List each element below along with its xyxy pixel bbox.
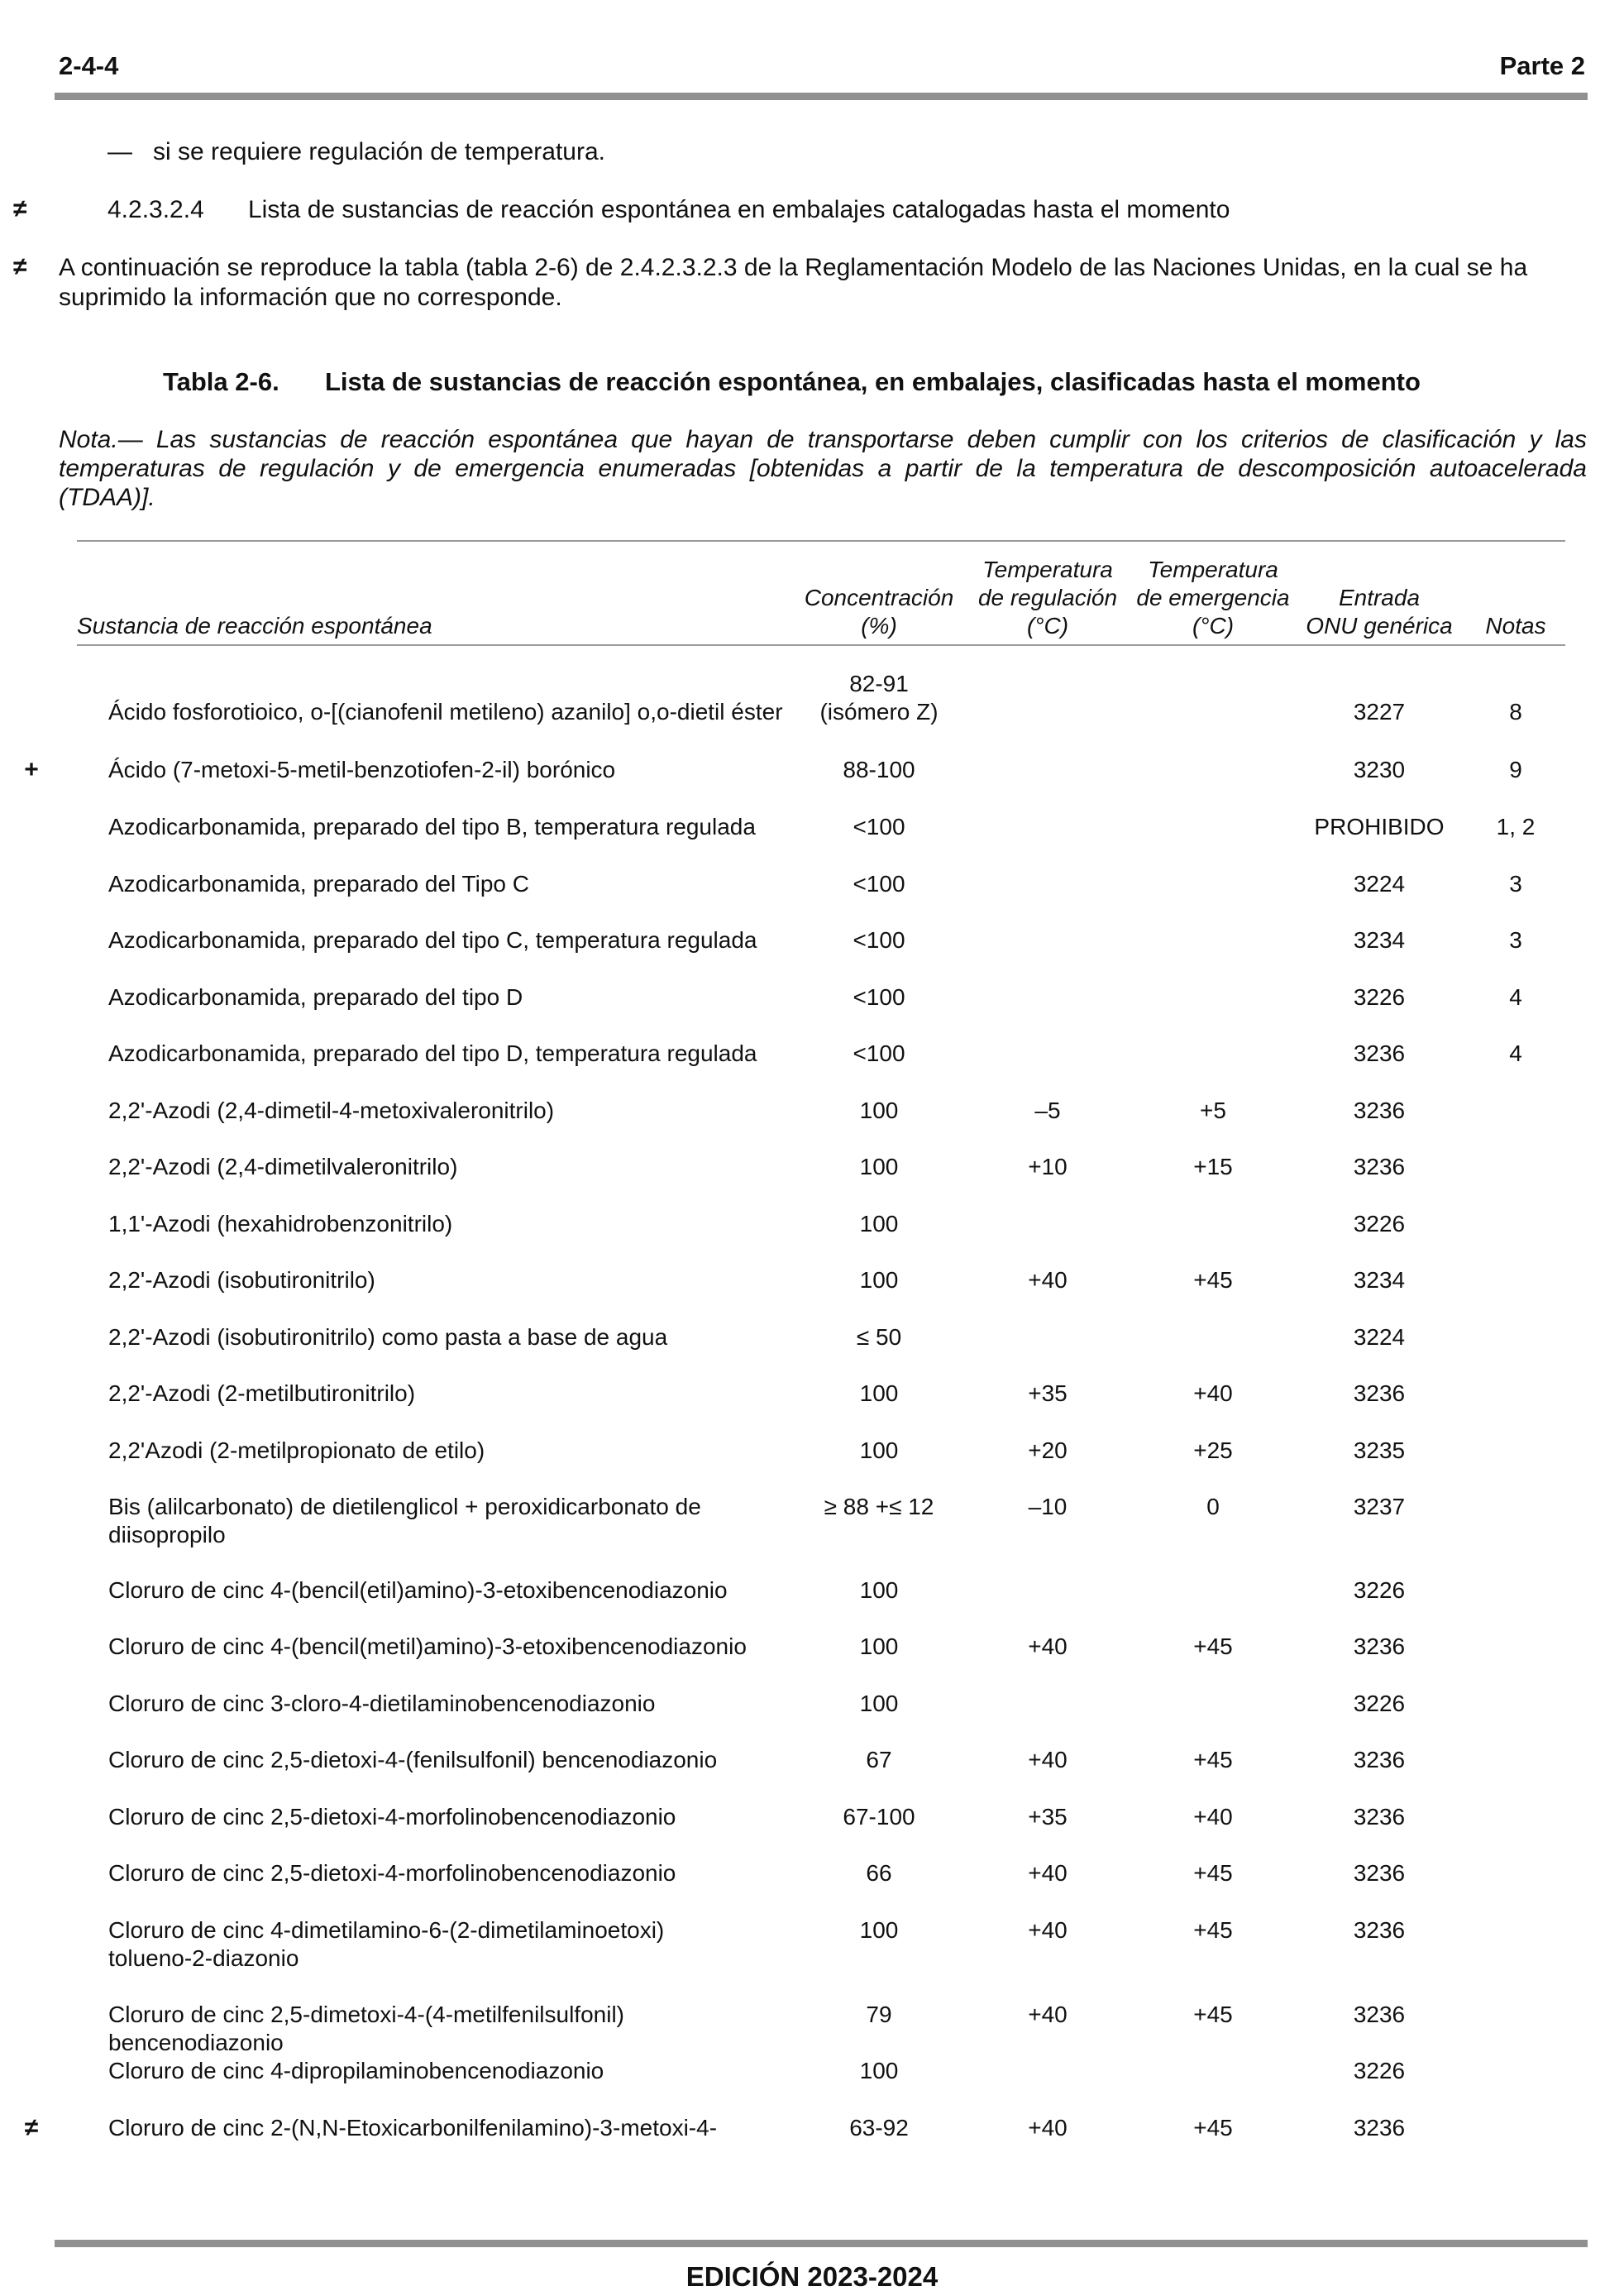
notes-value: 3 [1509,927,1522,953]
concentration-value: 100 [859,1634,899,1659]
control-temp-value: +10 [1028,1154,1068,1179]
un-entry-value: 3226 [1353,1577,1406,1603]
emergency-temp-value: +45 [1193,1860,1233,1886]
un-entry-value: 3224 [1353,871,1406,897]
emergency-temp-value: +45 [1193,2115,1233,2141]
un-entry-value: 3226 [1353,1211,1406,1236]
emergency-temp-value: +45 [1193,1634,1233,1659]
table-label: Tabla 2-6. [163,367,279,396]
concentration-value: <100 [853,927,905,953]
un-entry-value: 3236 [1353,1154,1406,1179]
substance-name: Cloruro de cinc 3-cloro-4-dietilaminobencenodiazonio [108,1691,656,1716]
dash-item: — si se requiere regulación de temperatura. [107,138,605,165]
notes-value: 3 [1509,871,1522,897]
concentration-value: 88-100 [843,757,915,782]
table-header-rule [77,644,1565,646]
notes-value: 9 [1509,757,1522,782]
control-temp-value: +40 [1028,1860,1068,1886]
concentration-value: 100 [859,1211,899,1236]
substance-name: Cloruro de cinc 2,5-dietoxi-4-(fenilsulfonil) bencenodiazonio [108,1747,718,1772]
un-entry-value: 3236 [1353,1040,1406,1066]
concentration-value: 100 [859,1577,899,1603]
substance-name: 2,2'Azodi (2-metilpropionato de etilo) [108,1437,485,1463]
concentration-value: 100 [859,1691,899,1716]
section-title: Lista de sustancias de reacción espontánea en embalajes catalogadas hasta el momento [248,196,1230,223]
concentration-value: 100 [859,1917,899,1943]
control-temp-value: +40 [1028,2115,1068,2141]
concentration-value: 63-92 [849,2115,909,2141]
col-header-notes: Notas [1485,613,1546,639]
concentration-value: 79 [866,2002,892,2027]
control-temp-value: +40 [1028,1267,1068,1293]
substance-name: Ácido fosforotioico, o-[(cianofenil metileno) azanilo] o,o-dietil éster [108,699,783,725]
substance-name: 2,2'-Azodi (2,4-dimetilvaleronitrilo) [108,1154,458,1179]
control-temp-value: +40 [1028,1747,1068,1772]
edition-footer: EDICIÓN 2023-2024 [685,2261,939,2292]
un-entry-value: 3237 [1353,1494,1406,1519]
concentration-value: <100 [853,814,905,839]
change-marker: ≠ [13,253,27,280]
control-temp-value: +40 [1028,2002,1068,2027]
col-header-substance: Sustancia de reacción espontánea [77,613,432,639]
footer-rule [55,2240,1588,2247]
emergency-temp-value: +15 [1193,1154,1233,1179]
emergency-temp-value: +45 [1193,2002,1233,2027]
control-temp-value: –10 [1028,1494,1068,1519]
emergency-temp-value: +45 [1193,1917,1233,1943]
control-temp-value: +35 [1028,1804,1068,1830]
notes-value: 8 [1509,699,1522,725]
un-entry-value: 3236 [1353,1380,1406,1406]
substance-name: Cloruro de cinc 4-dimetilamino-6-(2-dimetilaminoetoxi) tolueno-2-diazonio [108,1917,665,1971]
concentration-value: <100 [853,871,905,897]
un-entry-value: 3230 [1353,757,1406,782]
page-number: 2-4-4 [59,51,119,80]
intro-paragraph: A continuación se reproduce la tabla (tabla 2-6) de 2.4.2.3.2.3 de la Reglamentación Modelo de las Naciones Unidas, en la cual se ha suprimido la información que no corresponde. [59,254,1528,311]
table-top-rule [77,540,1565,542]
header-rule [55,93,1588,100]
concentration-value: <100 [853,984,905,1010]
concentration-value: 100 [859,2058,899,2083]
substance-name: Cloruro de cinc 2,5-dimetoxi-4-(4-metilfenilsulfonil) bencenodiazonio [108,2002,624,2055]
control-temp-value: +40 [1028,1634,1068,1659]
section-number: 4.2.3.2.4 [107,196,204,223]
un-entry-value: 3235 [1353,1437,1406,1463]
part-label: Parte 2 [1499,51,1585,80]
un-entry-value: 3226 [1353,2058,1406,2083]
un-entry-value: 3226 [1353,984,1406,1010]
col-header-concentration: Concentración (%) [804,585,954,639]
un-entry-value: 3234 [1353,927,1406,953]
col-header-emergency-temp: Temperatura de emergencia (°C) [1136,557,1290,639]
emergency-temp-value: +5 [1200,1098,1226,1123]
un-entry-value: 3236 [1353,1634,1406,1659]
un-entry-value: 3236 [1353,1917,1406,1943]
un-entry-value: 3227 [1353,699,1406,725]
notes-value: 4 [1509,984,1522,1010]
concentration-value: 100 [859,1380,899,1406]
un-entry-value: 3236 [1353,1098,1406,1123]
notes-value: 1, 2 [1496,814,1536,839]
substance-name: 1,1'-Azodi (hexahidrobenzonitrilo) [108,1211,453,1236]
concentration-value: 100 [859,1437,899,1463]
concentration-value: ≤ 50 [856,1324,902,1350]
substance-name: 2,2'-Azodi (2,4-dimetil-4-metoxivaleronitrilo) [108,1098,555,1123]
control-temp-value: +40 [1028,1917,1068,1943]
substance-name: Cloruro de cinc 2,5-dietoxi-4-morfolinobencenodiazonio [108,1860,676,1886]
concentration-value: 82-91 (isómero Z) [819,671,939,725]
substance-name: Cloruro de cinc 4-(bencil(metil)amino)-3-etoxibencenodiazonio [108,1634,747,1659]
un-entry-value: 3224 [1353,1324,1406,1350]
concentration-value: 66 [866,1860,892,1886]
concentration-value: 67 [866,1747,892,1772]
un-entry-value: 3234 [1353,1267,1406,1293]
substance-name: Cloruro de cinc 2,5-dietoxi-4-morfolinobencenodiazonio [108,1804,676,1830]
un-entry-value: 3236 [1353,1747,1406,1772]
substance-name: Cloruro de cinc 4-dipropilaminobencenodiazonio [108,2058,604,2083]
un-entry-value: 3236 [1353,1860,1406,1886]
substance-name: 2,2'-Azodi (2-metilbutironitrilo) [108,1380,416,1406]
concentration-value: 100 [859,1267,899,1293]
un-entry-value: 3236 [1353,2115,1406,2141]
col-header-un-entry: Entrada ONU genérica [1306,585,1453,639]
change-marker: + [24,756,39,783]
change-marker: ≠ [24,2114,39,2141]
concentration-value: ≥ 88 +≤ 12 [824,1494,934,1519]
emergency-temp-value: +45 [1193,1747,1233,1772]
un-entry-value: 3226 [1353,1691,1406,1716]
table-note: Nota.— Las sustancias de reacción espontánea que hayan de transportarse deben cumplir con los criterios de clasificación y las temperaturas de regulación y de emergencia enumeradas [obtenidas a partir de la temperatura de descomposición autoacelerada (TDAA)]. [59,426,1587,511]
un-entry-value: 3236 [1353,1804,1406,1830]
concentration-value: <100 [853,1040,905,1066]
control-temp-value: –5 [1034,1098,1061,1123]
substance-name: Azodicarbonamida, preparado del Tipo C [108,871,529,897]
change-marker: ≠ [13,195,27,222]
substance-name: 2,2'-Azodi (isobutironitrilo) [108,1267,375,1293]
col-header-control-temp: Temperatura de regulación (°C) [977,557,1118,639]
substance-name: Azodicarbonamida, preparado del tipo D, temperatura regulada [108,1040,757,1066]
emergency-temp-value: +45 [1193,1267,1233,1293]
control-temp-value: +20 [1028,1437,1068,1463]
emergency-temp-value: +25 [1193,1437,1233,1463]
un-entry-value: PROHIBIDO [1314,814,1445,839]
concentration-value: 67-100 [843,1804,915,1830]
substance-name: Azodicarbonamida, preparado del tipo C, temperatura regulada [108,927,757,953]
concentration-value: 100 [859,1154,899,1179]
substance-name: 2,2'-Azodi (isobutironitrilo) como pasta a base de agua [108,1324,668,1350]
substance-name: Bis (alilcarbonato) de dietilenglicol + peroxidicarbonato de diisopropilo [108,1494,701,1547]
table-title: Lista de sustancias de reacción espontánea, en embalajes, clasificadas hasta el momento [325,367,1421,396]
substance-name: Azodicarbonamida, preparado del tipo B, temperatura regulada [108,814,756,839]
substance-name: Cloruro de cinc 2-(N,N-Etoxicarbonilfenilamino)-3-metoxi-4- [108,2115,718,2141]
concentration-value: 100 [859,1098,899,1123]
emergency-temp-value: 0 [1206,1494,1220,1519]
substance-name: Azodicarbonamida, preparado del tipo D [108,984,523,1010]
control-temp-value: +35 [1028,1380,1068,1406]
notes-value: 4 [1509,1040,1522,1066]
emergency-temp-value: +40 [1193,1804,1233,1830]
substance-name: Cloruro de cinc 4-(bencil(etil)amino)-3-etoxibencenodiazonio [108,1577,728,1603]
substance-name: Ácido (7-metoxi-5-metil-benzotiofen-2-il) borónico [108,757,616,782]
un-entry-value: 3236 [1353,2002,1406,2027]
emergency-temp-value: +40 [1193,1380,1233,1406]
